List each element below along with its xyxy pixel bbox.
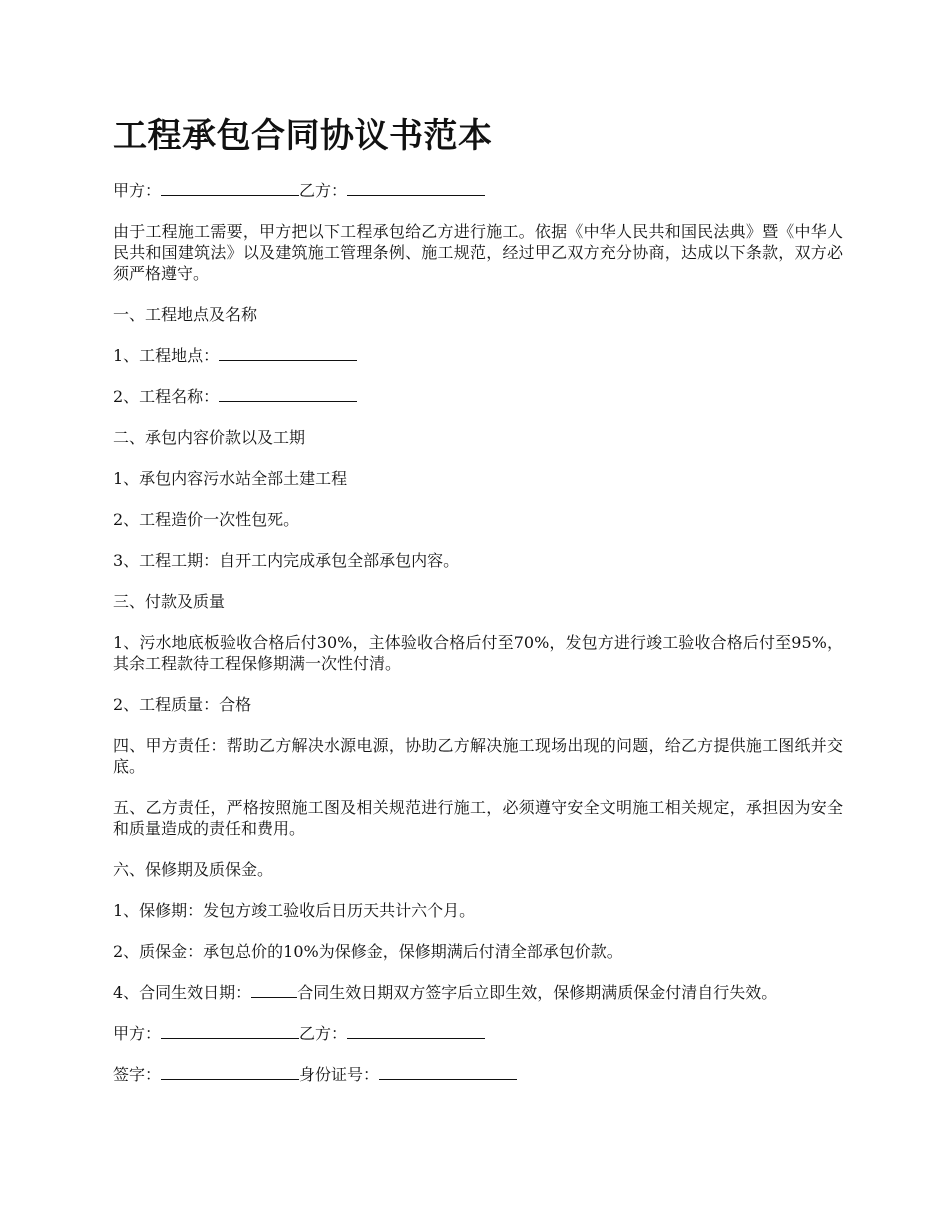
section-3-item-2: 2、工程质量：合格 bbox=[113, 695, 252, 714]
project-location-line bbox=[113, 345, 843, 366]
party-b-label: 乙方： bbox=[299, 181, 348, 200]
section-3-item-1: 1、污水地底板验收合格后付30%，主体验收合格后付至70%，发包方进行竣工验收合格后付至95%，其余工程款待工程保修期满一次性付清。 bbox=[113, 633, 843, 673]
section-1-heading: 一、工程地点及名称 bbox=[113, 305, 258, 324]
signature-line bbox=[113, 1064, 843, 1085]
signature-party-a-label: 甲方： bbox=[113, 1024, 162, 1043]
party-b-blank bbox=[347, 181, 485, 196]
sign-blank bbox=[161, 1065, 299, 1080]
effective-date-blank bbox=[251, 983, 297, 998]
contract-document bbox=[113, 112, 843, 1105]
id-number-blank bbox=[379, 1065, 517, 1080]
signature-party-b-label: 乙方： bbox=[299, 1024, 348, 1043]
signature-party-a-blank bbox=[161, 1024, 299, 1039]
section-6-item-2: 2、质保金：承包总价的10%为保修金，保修期满后付清全部承包价款。 bbox=[113, 942, 623, 961]
effective-date-text: 合同生效日期双方签字后立即生效，保修期满质保金付清自行失效。 bbox=[297, 983, 778, 1002]
sign-label: 签字： bbox=[113, 1065, 162, 1084]
id-number-label: 身份证号： bbox=[299, 1065, 380, 1084]
section-2-heading: 二、承包内容价款以及工期 bbox=[113, 428, 306, 447]
signature-party-b-blank bbox=[347, 1024, 485, 1039]
section-6-item-1: 1、保修期：发包方竣工验收后日历天共计六个月。 bbox=[113, 901, 476, 920]
section-2-item-3: 3、工程工期：自开工内完成承包全部承包内容。 bbox=[113, 551, 460, 570]
intro-paragraph: 由于工程施工需要，甲方把以下工程承包给乙方进行施工。依据《中华人民共和国民法典》暨《中华人民共和国建筑法》以及建筑施工管理条例、施工规范，经过甲乙双方充分协商，达成以下条款，双方必须严格遵守。 bbox=[113, 222, 843, 283]
project-location-label: 1、工程地点： bbox=[113, 346, 220, 365]
project-name-label: 2、工程名称： bbox=[113, 387, 220, 406]
effective-date-label: 4、合同生效日期： bbox=[113, 983, 252, 1002]
section-4-paragraph: 四、甲方责任：帮助乙方解决水源电源，协助乙方解决施工现场出现的问题，给乙方提供施工图纸并交底。 bbox=[113, 736, 843, 776]
document-title: 工程承包合同协议书范本 bbox=[113, 116, 493, 156]
signature-party-line bbox=[113, 1023, 843, 1044]
project-name-line bbox=[113, 386, 843, 407]
section-3-heading: 三、付款及质量 bbox=[113, 592, 226, 611]
effective-date-paragraph bbox=[113, 982, 843, 1003]
project-location-blank bbox=[219, 346, 357, 361]
section-2-item-2: 2、工程造价一次性包死。 bbox=[113, 510, 300, 529]
party-a-label: 甲方： bbox=[113, 181, 162, 200]
project-name-blank bbox=[219, 387, 357, 402]
party-line bbox=[113, 180, 843, 201]
section-2-item-1: 1、承包内容污水站全部土建工程 bbox=[113, 469, 348, 488]
section-5-paragraph: 五、乙方责任，严格按照施工图及相关规范进行施工，必须遵守安全文明施工相关规定，承担因为安全和质量造成的责任和费用。 bbox=[113, 798, 843, 838]
party-a-blank bbox=[161, 181, 299, 196]
section-6-heading: 六、保修期及质保金。 bbox=[113, 860, 274, 879]
